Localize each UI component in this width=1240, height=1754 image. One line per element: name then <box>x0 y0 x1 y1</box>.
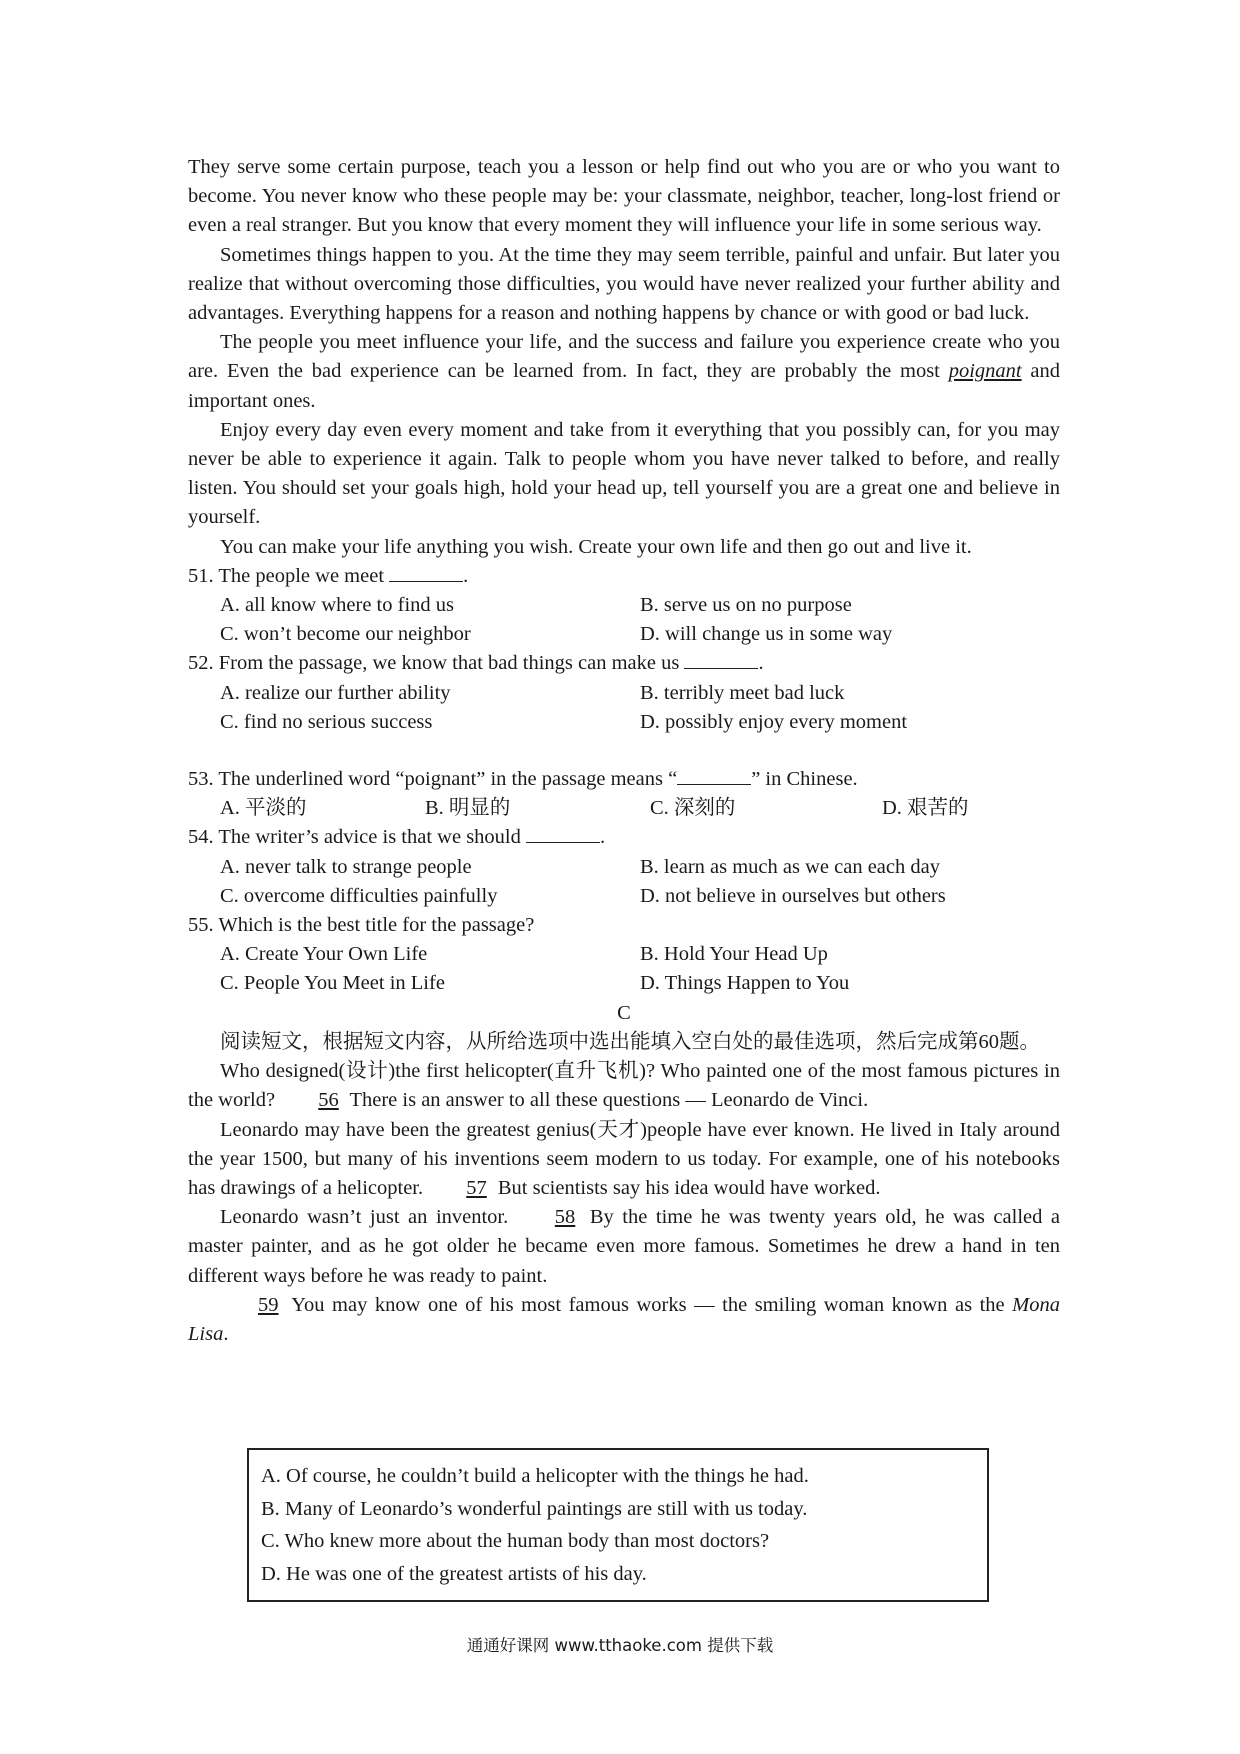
footer-text: 通通好课网 www.tthaoke.com 提供下载 <box>466 1636 774 1655</box>
option-d: D. possibly enjoy every moment <box>640 710 908 733</box>
paragraph-text: . <box>223 1322 229 1345</box>
section-c-paragraph-4 <box>188 1291 1060 1349</box>
option-b: B. 明显的 <box>425 797 511 820</box>
passage-paragraph-4: Enjoy every day even every moment and take from it everything that you possibly can, for you may never be able to experience it again. Talk to people whom you have never talked to before, and really listen. You should set your goals high, hold your head up, tell yourself you are a great one and believe in yourself. <box>188 418 1060 529</box>
paragraph-text: By the time he was twenty years old, he was called a master painter, and as he got older he became even more famous. Sometimes he drew a hand in ten different ways before he was ready to paint. <box>188 1206 1060 1287</box>
option-b: B. learn as much as we can each day <box>640 855 940 878</box>
option-b: B. terribly meet bad luck <box>640 681 845 704</box>
option-c: C. 深刻的 <box>650 797 736 820</box>
paragraph-text: There is an answer to all these questions — Leonardo de Vinci. <box>344 1089 869 1112</box>
option-a: A. 平淡的 <box>220 797 307 820</box>
question-52 <box>188 649 1060 678</box>
question-stem: 52. From the passage, we know that bad things can make us <box>188 652 680 675</box>
answer-blank <box>526 824 600 843</box>
paragraph-text: Leonardo wasn’t just an inventor. <box>220 1206 517 1229</box>
option-d: D. Things Happen to You <box>640 972 850 995</box>
spacer <box>188 737 1060 765</box>
question-end: . <box>463 564 469 587</box>
option-a: A. Create Your Own Life <box>220 943 428 966</box>
answer-blank <box>677 766 751 785</box>
blank-59: 59 <box>258 1293 279 1316</box>
question-stem: 51. The people we meet <box>188 564 385 587</box>
passage-paragraph-1: They serve some certain purpose, teach you a lesson or help find out who you are or who you want to become. You never know who these people may be: your classmate, neighbor, teacher, long-lost friend or even a real stranger. But you know that every moment they will influence your life in some serious way. <box>188 156 1060 237</box>
passage-paragraph-5: You can make your life anything you wish. Create your own life and then go out and live it. <box>220 535 972 558</box>
question-stem: 53. The underlined word “poignant” in the passage means “ <box>188 768 678 791</box>
box-option-a: A. Of course, he couldn’t build a helicopter with the things he had. <box>261 1465 809 1487</box>
exam-page <box>188 153 1060 1349</box>
answer-blank <box>389 563 463 582</box>
section-instruction: 阅读短文，根据短文内容，从所给选项中选出能填入空白处的最佳选项，然后完成第60题。 <box>220 1030 1040 1053</box>
option-d: D. will change us in some way <box>640 623 893 646</box>
question-end: . <box>600 826 606 849</box>
underlined-word: poignant <box>948 360 1022 383</box>
option-c: C. overcome difficulties painfully <box>220 884 498 907</box>
box-option-d: D. He was one of the greatest artists of his day. <box>261 1562 647 1585</box>
question-end: . <box>758 652 764 675</box>
passage-paragraph-3 <box>188 328 1060 416</box>
paragraph-text: You may know one of his most famous works — the smiling woman known as the <box>284 1293 1013 1316</box>
option-c: C. find no serious success <box>220 710 433 733</box>
box-option-b: B. Many of Leonardo’s wonderful paintings are still with us today. <box>261 1497 808 1520</box>
section-c-paragraph-2 <box>188 1116 1060 1204</box>
paragraph-text: Who designed(设计)the first helicopter(直升飞机)? Who painted one of the most famous pictures in the world? <box>188 1060 1060 1112</box>
paragraph-text: But scientists say his idea would have worked. <box>492 1176 881 1199</box>
option-a: A. all know where to find us <box>220 594 454 617</box>
question-55: 55. Which is the best title for the passage? <box>188 914 535 937</box>
answer-blank <box>684 650 758 669</box>
option-d: D. not believe in ourselves but others <box>640 884 946 907</box>
question-stem: 54. The writer’s advice is that we should <box>188 826 521 849</box>
options-box <box>247 1448 989 1602</box>
options-51 <box>188 591 1060 649</box>
italic-title: Mona Lisa <box>188 1293 1060 1345</box>
options-52 <box>188 679 1060 737</box>
option-a: A. never talk to strange people <box>220 855 472 878</box>
option-c: C. People You Meet in Life <box>220 972 445 995</box>
box-option-c: C. Who knew more about the human body than most doctors? <box>261 1530 770 1552</box>
section-c-paragraph-1 <box>188 1057 1060 1115</box>
option-b: B. Hold Your Head Up <box>640 943 828 966</box>
question-end: ” in Chinese. <box>751 768 858 791</box>
question-54 <box>188 823 1060 852</box>
blank-57: 57 <box>466 1176 487 1199</box>
blank-58: 58 <box>554 1206 576 1229</box>
paragraph-text: Leonardo may have been the greatest genius(天才)people have ever known. He lived in Italy around the year 1500, but many of his inventions seem modern to us today. For example, one of his notebooks has drawings of a helicopter. <box>188 1118 1060 1199</box>
option-a: A. realize our further ability <box>220 681 451 704</box>
paragraph-text: The people you meet influence your life, and the success and failure you experience create who you are. Even the bad experience can be learned from. In fact, they are probably the most <box>188 331 1060 383</box>
option-c: C. won’t become our neighbor <box>220 623 471 646</box>
section-c-paragraph-3 <box>188 1203 1060 1291</box>
section-letter: C <box>617 1001 631 1024</box>
options-54 <box>188 853 1060 911</box>
question-51 <box>188 562 1060 591</box>
question-53 <box>188 765 1060 794</box>
option-b: B. serve us on no purpose <box>640 594 852 617</box>
paragraph-text: and important ones. <box>188 360 1060 412</box>
options-53 <box>188 794 1060 823</box>
blank-56: 56 <box>318 1089 339 1112</box>
options-55 <box>188 940 1060 998</box>
option-d: D. 艰苦的 <box>882 797 969 820</box>
passage-paragraph-2: Sometimes things happen to you. At the time they may seem terrible, painful and unfair. But later you realize that without overcoming those difficulties, you would have never realized your further ability and advantages. Everything happens for a reason and nothing happens by chance or with good or bad luck. <box>188 243 1060 325</box>
